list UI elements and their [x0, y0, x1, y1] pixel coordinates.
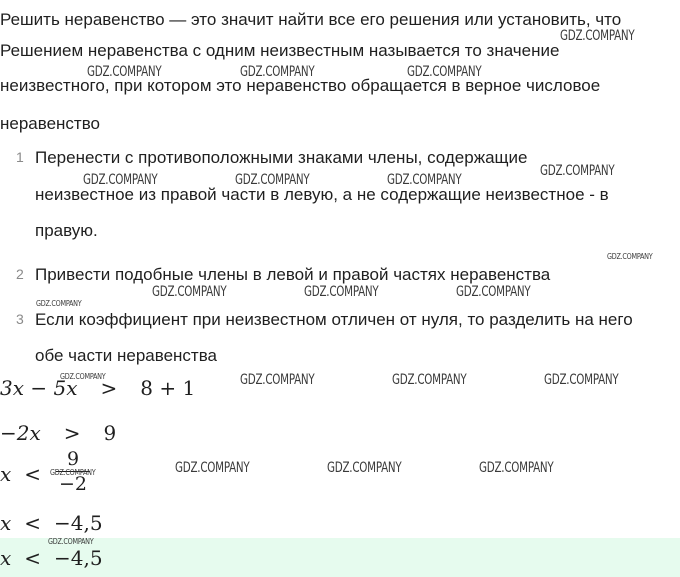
watermark: GDZ.COMPANY	[304, 284, 379, 300]
inequality-4-operator: <	[24, 511, 42, 535]
watermark: GDZ.COMPANY	[48, 537, 94, 546]
watermark: GDZ.COMPANY	[392, 372, 467, 388]
intro-line-1: Решить неравенство — это значит найти все его решения или установить, что	[0, 10, 622, 29]
step-1-line-2: неизвестное из правой части в левую, а не содержащие неизвестное - в	[35, 185, 609, 204]
inequality-2	[0, 422, 116, 444]
definition-line-2: неизвестного, при котором это неравенство обращается в верное числовое	[0, 76, 601, 95]
watermark: GDZ.COMPANY	[87, 64, 162, 80]
step-number-1: 1	[16, 149, 24, 165]
watermark: GDZ.COMPANY	[544, 372, 619, 388]
inequality-1-right: 8 + 1	[140, 376, 196, 400]
watermark: GDZ.COMPANY	[175, 460, 250, 476]
watermark: GDZ.COMPANY	[407, 64, 482, 80]
inequality-2-left: −2x	[0, 421, 41, 445]
inequality-1-left: 3x − 5x	[0, 376, 78, 400]
step-3-line-1: Если коэффициент при неизвестном отличен от нуля, то разделить на него	[35, 310, 633, 329]
watermark: GDZ.COMPANY	[240, 372, 315, 388]
watermark: GDZ.COMPANY	[36, 299, 82, 308]
inequality-2-operator: >	[63, 421, 81, 445]
inequality-3-left: x	[0, 462, 12, 486]
inequality-3-operator: <	[24, 462, 42, 486]
inequality-5-left: x	[0, 546, 12, 570]
inequality-4	[0, 512, 103, 534]
watermark: GDZ.COMPANY	[240, 64, 315, 80]
definition-line-3: неравенство	[0, 114, 101, 133]
inequality-4-left: x	[0, 511, 12, 535]
step-number-2: 2	[16, 266, 24, 282]
watermark: GDZ.COMPANY	[560, 28, 635, 44]
watermark: GDZ.COMPANY	[50, 468, 96, 477]
inequality-3	[0, 463, 46, 485]
inequality-2-right: 9	[103, 421, 117, 445]
step-1-line-1: Перенести с противоположными знаками члены, содержащие	[35, 148, 528, 167]
watermark: GDZ.COMPANY	[235, 172, 310, 188]
step-3-line-2: обе части неравенства	[35, 346, 218, 365]
watermark: GDZ.COMPANY	[83, 172, 158, 188]
inequality-5-operator: <	[24, 546, 42, 570]
step-2-line-1: Привести подобные члены в левой и правой частях неравенства	[35, 265, 551, 284]
watermark: GDZ.COMPANY	[387, 172, 462, 188]
watermark: GDZ.COMPANY	[607, 252, 653, 261]
step-number-3: 3	[16, 311, 24, 327]
inequality-4-right: −4,5	[54, 511, 103, 535]
watermark: GDZ.COMPANY	[479, 460, 554, 476]
inequality-1-operator: >	[100, 376, 118, 400]
definition-line-1: Решением неравенства с одним неизвестным называется то значение	[0, 41, 560, 60]
watermark: GDZ.COMPANY	[327, 460, 402, 476]
watermark: GDZ.COMPANY	[456, 284, 531, 300]
fraction-denominator: −2	[58, 473, 87, 495]
watermark: GDZ.COMPANY	[60, 372, 106, 381]
watermark: GDZ.COMPANY	[540, 163, 615, 179]
step-1-line-3: правую.	[35, 221, 98, 240]
inequality-5-answer	[0, 547, 103, 569]
fraction-numerator: 9	[66, 448, 80, 470]
inequality-5-right: −4,5	[54, 546, 103, 570]
watermark: GDZ.COMPANY	[152, 284, 227, 300]
